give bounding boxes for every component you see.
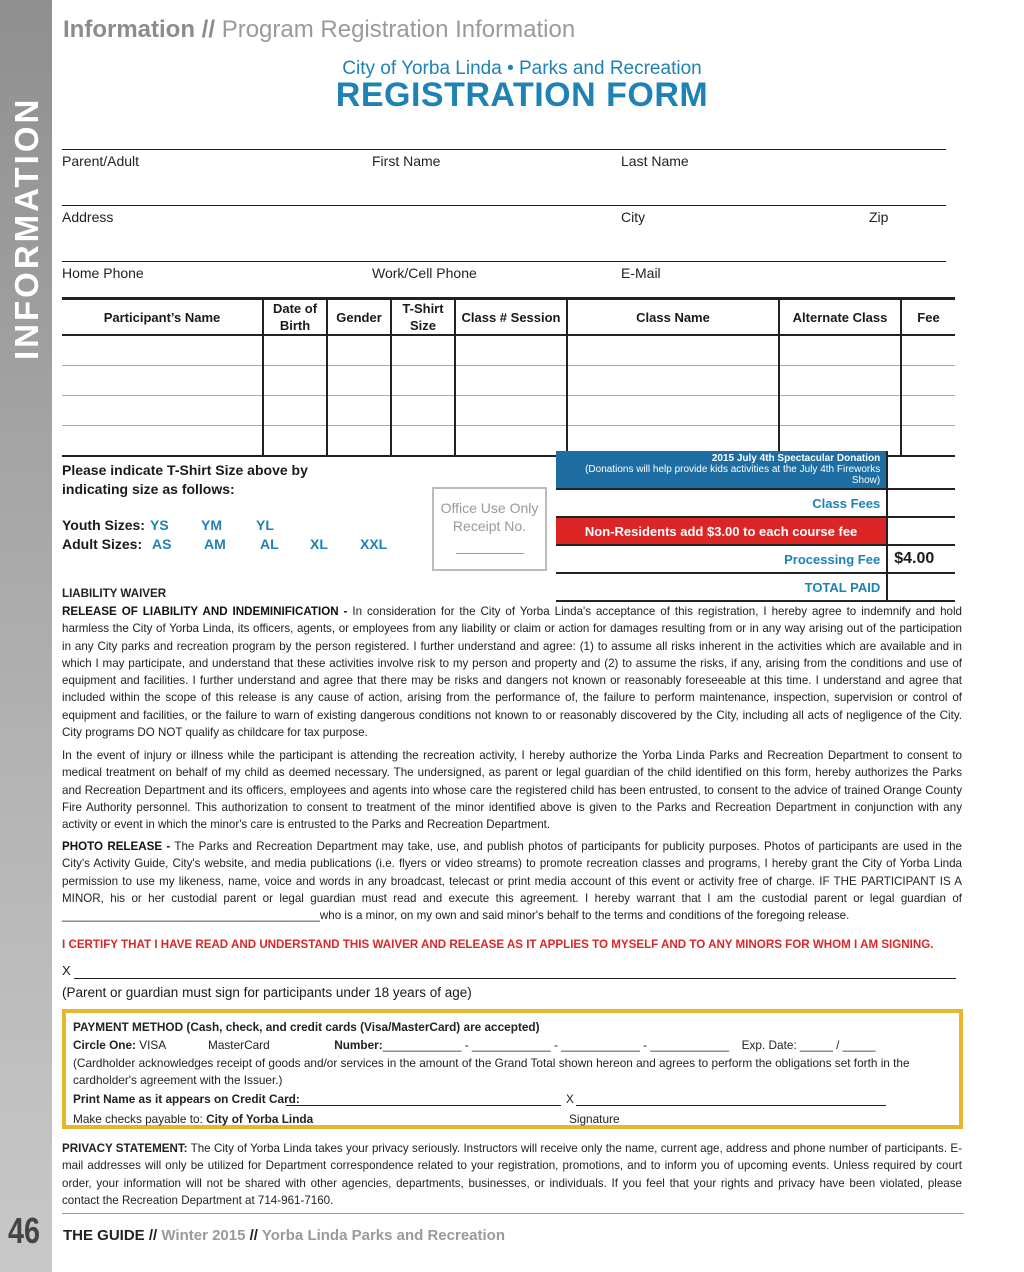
size-ym: YM: [201, 517, 222, 533]
parent-note: (Parent or guardian must sign for participants under 18 years of age): [62, 985, 472, 1000]
table-row[interactable]: [62, 366, 955, 396]
print-name-field[interactable]: [286, 1105, 561, 1106]
processing-fee-amount: $4.00: [887, 545, 955, 573]
col-class-session: Class # Session: [455, 299, 567, 336]
adult-sizes-label: Adult Sizes:: [62, 536, 143, 552]
exp-date-field[interactable]: _____ / _____: [800, 1038, 876, 1052]
checks-payee: City of Yorba Linda: [206, 1112, 314, 1126]
release-title: RELEASE OF LIABILITY AND INDEMINIFICATION -: [62, 605, 348, 618]
total-paid-label: TOTAL PAID: [556, 573, 887, 601]
home-phone-label: Home Phone: [62, 265, 144, 281]
field-line[interactable]: [62, 149, 946, 150]
header-subsection: Program Registration Information: [221, 16, 576, 43]
non-residents-amount[interactable]: [887, 517, 955, 545]
photo-text: The Parks and Recreation Department may take, use, and publish photos of participants for publicity purposes. Photos of participants are used in the City's Activity Guide, City's website, and media publications (i.e. flyers or video streams) to promote recreation classes and programs, I hereby grant the City of Yorba Linda permission to use my likeness, name, voice and words in any broadcast, telecast or print media account of this event or activity free of charge. IF THE PARTICIPANT IS A MINOR, his or her custodial parent or legal guardian must read and execute this agreement. I hereby warrant that I am the custodial parent or legal guardian of ________________________________________who is a minor, on my own and said minor's behalf to the terms and conditions of the foregoing release.: [62, 840, 963, 923]
receipt-line: [456, 553, 524, 554]
print-name-row: [73, 1092, 300, 1106]
footer-guide: THE GUIDE: [63, 1227, 145, 1244]
office-use-label: Office Use Only: [440, 500, 539, 516]
medical-paragraph: In the event of injury or illness while the participant is attending the recreation activity, I hereby authorize the Yorba Linda Parks and Recreation Department to consent to medical treatment on behalf of my child as deemed necessary. The undersigned, as parent or legal guardian of the child identified on this form, hereby authorizes the Parks and Recreation Department and its officers, employees and agents into whose care the registered child has been entrusted, to consent to the advice of trained Orange County Fire Authority personnel. This authorization to consent to treatment of the minor identified above is given to the Parks and Recreation Department in conjunction with any activity or event in which the minor's care is entrusted to the Parks and Recreation Department.: [62, 749, 962, 832]
form-title: REGISTRATION FORM: [335, 76, 709, 114]
footer-org: Yorba Linda Parks and Recreation: [261, 1227, 506, 1244]
release-text: In consideration for the City of Yorba Linda's acceptance of this registration, I hereby agree to indemnify and hold harmless the City of Yorba Linda, its officers, agents, or employees from any liability or claim or action for damages resulting from or in any way arising out of the participation in any City parks and recreation program by the person registered. I further understand and agree: (1) to assume all risks inherent in the activities which are available and in which I may participate, and understand that these activities involve risk to my person and property and (2) to assume the risks, if any, arising from the conditions and use of equipment and facilities. I further understand and agree that there may be risks and dangers not known or reasonably foreseeable at this time. I understand and agree that included within the scope of this release is any cause of action, arising from the performance of, the failure to perform maintenance, inspection, supervision or control of equipment and facilities, or the failure to warn of existing dangerous conditions not known to or reasonably discovered by the City, including all acts of negligence of the City. City programs DO NOT qualify as childcare for tax purpose.: [62, 605, 962, 740]
footer-sep2: //: [249, 1227, 258, 1244]
header-section: Information: [63, 16, 195, 43]
col-class-name: Class Name: [567, 299, 779, 336]
waiver-heading: LIABILITY WAIVER: [62, 587, 167, 600]
address-label: Address: [62, 209, 114, 225]
privacy-title: PRIVACY STATEMENT:: [62, 1142, 188, 1155]
processing-fee-label: Processing Fee: [556, 545, 887, 573]
tshirt-instruction: Please indicate T-Shirt Size above by indicating size as follows:: [62, 462, 308, 497]
footer-divider: [62, 1213, 964, 1214]
privacy-text: The City of Yorba Linda takes your privacy seriously. Instructors will receive only the name, current age, address and phone number of participants. E-mail addresses will only be utilized for Department correspondence related to your registration, promotions, and to inform you of upcoming events. Unless required by court order, your information will not be shared with other agencies, departments, businesses, or individuals. If you feel that your rights and privacy have been violated, please contact the Recreation Department at 714-961-7160.: [62, 1142, 962, 1207]
print-name-label: Print Name as it appears on Credit Card:: [73, 1092, 300, 1106]
col-tshirt-size: T-Shirt Size: [391, 299, 455, 336]
col-date-of-birth: Date of Birth: [263, 299, 327, 336]
checks-row: [73, 1112, 313, 1126]
processing-fee-row: [556, 545, 955, 573]
privacy-statement: [62, 1140, 962, 1209]
size-am: AM: [204, 536, 226, 552]
donation-row: [556, 451, 955, 489]
signature-caption: Signature: [569, 1112, 620, 1126]
table-header-row: [62, 299, 955, 336]
field-line[interactable]: [62, 205, 946, 206]
photo-paragraph: [62, 838, 962, 924]
col-alternate-class: Alternate Class: [779, 299, 901, 336]
card-row: [73, 1038, 875, 1052]
zip-label: Zip: [869, 209, 889, 225]
fees-table: [556, 451, 955, 602]
guardian-signature-line[interactable]: [62, 963, 71, 978]
form-city: City of Yorba Linda • Parks and Recreation: [342, 58, 702, 79]
last-name-label: Last Name: [621, 153, 689, 169]
donation-note: (Donations will help provide kids activities at the July 4th Fireworks Show): [585, 464, 881, 486]
email-label: E-Mail: [621, 265, 661, 281]
receipt-no-label: Receipt No.: [452, 518, 527, 534]
cardholder-ack: (Cardholder acknowledges receipt of goods and/or services in the amount of the Grand Total shown hereon and agrees to perform the obligations set forth in the cardholder's agreement with the Issuer.): [73, 1056, 910, 1087]
footer: [63, 1227, 505, 1244]
sidebar-label: INFORMATION: [8, 96, 45, 360]
page-number: 46: [8, 1210, 41, 1251]
card-sign-x: X: [566, 1092, 574, 1106]
footer-sep: //: [148, 1227, 158, 1244]
col-participant-name: Participant’s Name: [62, 299, 263, 336]
youth-sizes: [62, 517, 274, 533]
first-name-label: First Name: [372, 153, 441, 169]
circle-one-label: Circle One:: [73, 1038, 136, 1052]
visa-option[interactable]: VISA: [139, 1038, 166, 1052]
mastercard-option[interactable]: MasterCard: [208, 1038, 270, 1052]
office-use-box: [432, 487, 547, 571]
non-residents-label: Non-Residents add $3.00 to each course fee: [556, 517, 887, 545]
size-xl: XL: [310, 536, 328, 552]
exp-date-label: Exp. Date:: [741, 1038, 797, 1052]
sidebar: [0, 0, 52, 1272]
donation-amount[interactable]: [887, 451, 955, 489]
table-row[interactable]: [62, 396, 955, 426]
field-line[interactable]: [62, 261, 946, 262]
size-al: AL: [260, 536, 279, 552]
size-xxl: XXL: [360, 536, 388, 552]
footer-season: Winter 2015: [161, 1227, 246, 1244]
city-label: City: [621, 209, 646, 225]
header-separator: //: [201, 16, 216, 43]
col-fee: Fee: [901, 299, 955, 336]
class-fees-label: Class Fees: [556, 489, 887, 517]
card-number-label: Number:: [334, 1038, 383, 1052]
donation-title: 2015 July 4th Spectacular Donation: [711, 453, 881, 464]
page-header: [63, 16, 575, 44]
parent-adult-label: Parent/Adult: [62, 153, 140, 169]
certify-statement: I CERTIFY THAT I HAVE READ AND UNDERSTAND THIS WAIVER AND RELEASE AS IT APPLIES TO MYSELF AND TO ANY MINORS FOR WHOM I AM SIGNING.: [62, 938, 934, 951]
work-cell-phone-label: Work/Cell Phone: [372, 265, 477, 281]
payment-box: [62, 1009, 963, 1129]
payment-title: PAYMENT METHOD (Cash, check, and credit cards (Visa/MasterCard) are accepted): [73, 1020, 540, 1034]
class-fees-amount[interactable]: [887, 489, 955, 517]
table-row[interactable]: [62, 335, 955, 366]
checks-label: Make checks payable to:: [73, 1112, 203, 1126]
size-yl: YL: [256, 517, 274, 533]
card-signature-field[interactable]: [576, 1105, 886, 1106]
size-as: AS: [152, 536, 172, 552]
photo-title: PHOTO RELEASE -: [62, 840, 171, 853]
adult-sizes: [62, 536, 388, 552]
youth-sizes-label: Youth Sizes:: [62, 517, 145, 533]
card-number-field[interactable]: ____________ - ____________ - ____________ - ____________: [382, 1038, 730, 1052]
size-ys: YS: [150, 517, 169, 533]
sign-x: X: [62, 963, 71, 978]
participant-table: [62, 297, 955, 457]
col-gender: Gender: [327, 299, 391, 336]
non-residents-row: [556, 517, 955, 545]
signature-underline: [74, 978, 956, 979]
class-fees-row: [556, 489, 955, 517]
release-paragraph: [62, 603, 962, 741]
